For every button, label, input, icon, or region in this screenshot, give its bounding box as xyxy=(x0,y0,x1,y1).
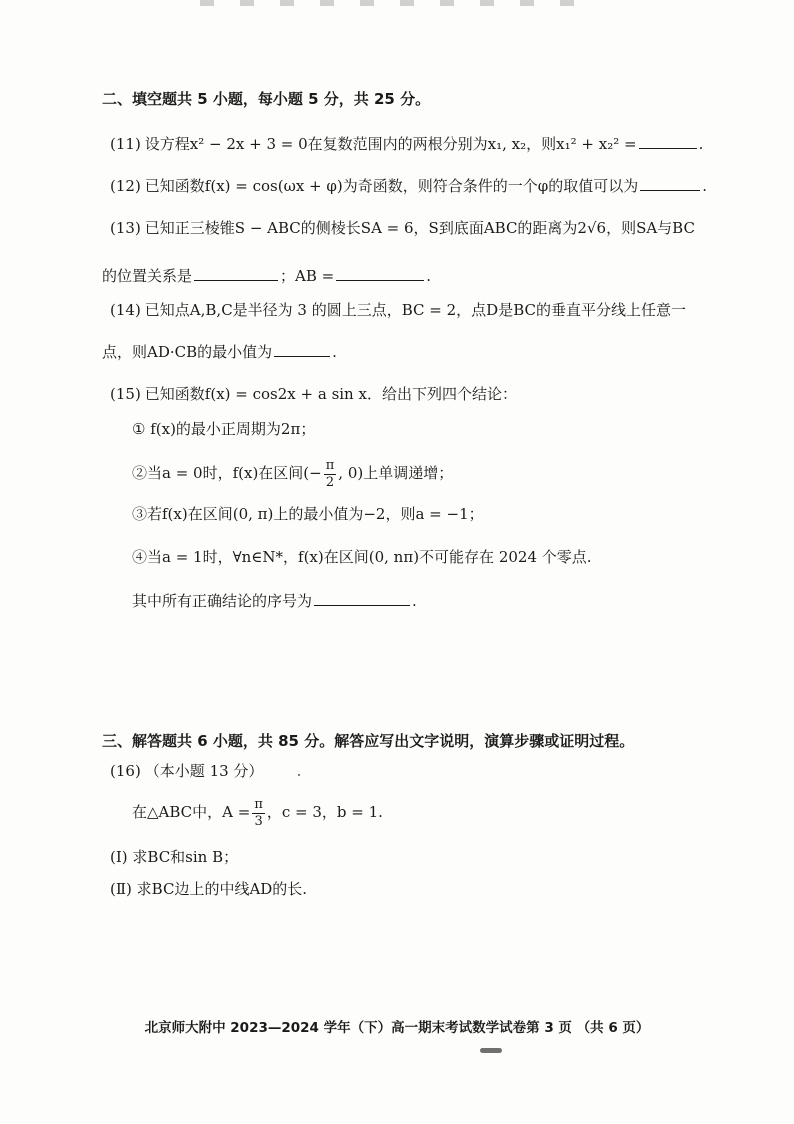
fraction-pi-over-3 xyxy=(252,797,265,830)
question-14-line-2 xyxy=(102,341,337,363)
question-16-points: （本小题 13 分） xyxy=(144,762,264,780)
question-15-conclusion-3: ③若f(x)在区间(0, π)上的最小值为−2，则a = −1； xyxy=(132,505,484,523)
answer-blank-13b xyxy=(336,266,424,281)
question-16-condition xyxy=(132,792,383,832)
conclusion-2-prefix: ②当a = 0时，f(x)在区间(− xyxy=(132,464,322,482)
question-15-conclusion-1: ① f(x)的最小正周期为2π； xyxy=(132,420,316,438)
answer-blank-11 xyxy=(639,134,697,149)
question-16-part-1: (Ⅰ) 求BC和sin B； xyxy=(110,848,239,866)
question-11-end: . xyxy=(698,135,704,153)
fraction-numerator: π xyxy=(325,457,335,473)
question-16-part-2: (Ⅱ) 求BC边上的中线AD的长. xyxy=(110,880,308,898)
question-14-number: (14) xyxy=(110,301,141,319)
question-11 xyxy=(110,133,703,155)
question-13-text-1: 已知正三棱锥S − ABC的侧棱长SA = 6，S到底面ABC的距离为2√6，则SA与BC xyxy=(144,219,695,237)
question-12 xyxy=(110,175,707,197)
condition-prefix: 在△ABC中，A = xyxy=(132,803,251,821)
question-15-text: 已知函数f(x) = cos2x + a sin x．给出下列四个结论： xyxy=(144,385,517,403)
question-12-end: . xyxy=(702,177,708,195)
question-16-number: (16) xyxy=(110,762,141,780)
question-13-text-2a: 的位置关系是 xyxy=(102,267,193,285)
question-14-text-2: 点，则AD·CB的最小值为 xyxy=(102,343,273,361)
section-2-heading: 二、填空题共 5 小题，每小题 5 分，共 25 分。 xyxy=(102,90,431,108)
question-15-end: . xyxy=(412,592,417,610)
section-3-heading: 三、解答题共 6 小题，共 85 分。解答应写出文字说明，演算步骤或证明过程。 xyxy=(102,732,635,750)
answer-blank-14 xyxy=(274,342,330,357)
scan-artifact-top xyxy=(200,0,600,6)
conclusion-2-suffix: , 0)上单调递增； xyxy=(338,464,454,482)
answer-blank-12 xyxy=(640,176,700,191)
question-14-text-1: 已知点A,B,C是半径为 3 的圆上三点，BC = 2，点D是BC的垂直平分线上任意一 xyxy=(144,301,686,319)
question-15-conclusion-4: ④当a = 1时，∀n∈N*，f(x)在区间(0, nπ)不可能存在 2024 个零点. xyxy=(132,548,592,566)
fraction-numerator: π xyxy=(254,796,263,812)
question-11-number: (11) xyxy=(110,135,141,153)
question-15-ask-text: 其中所有正确结论的序号为 xyxy=(132,592,313,610)
question-13-number: (13) xyxy=(110,219,141,237)
question-14-end: . xyxy=(332,343,337,361)
question-15-ask xyxy=(132,590,417,612)
page-footer: 北京师大附中 2023—2024 学年（下）高一期末考试数学试卷第 3 页 （共 6 页） xyxy=(144,1020,650,1036)
question-12-text: 已知函数f(x) = cos(ωx + φ)为奇函数，则符合条件的一个φ的取值可以为 xyxy=(144,177,639,195)
question-13-text-2b: ；AB = xyxy=(280,267,335,285)
question-13-line-1 xyxy=(110,217,695,239)
question-12-number: (12) xyxy=(110,177,141,195)
condition-suffix: ，c = 3，b = 1. xyxy=(266,803,383,821)
scan-dot xyxy=(298,774,300,776)
scan-smudge xyxy=(480,1048,502,1053)
question-15-conclusion-2 xyxy=(132,453,453,493)
question-13-line-2 xyxy=(102,265,431,287)
answer-blank-15 xyxy=(314,591,410,606)
answer-blank-13a xyxy=(194,266,278,281)
question-15-number: (15) xyxy=(110,385,141,403)
fraction-denominator: 3 xyxy=(254,813,263,829)
question-15 xyxy=(110,383,517,405)
question-14-line-1 xyxy=(110,299,686,321)
question-16-header xyxy=(110,760,263,782)
question-13-end: . xyxy=(426,267,431,285)
question-11-text: 设方程x² − 2x + 3 = 0在复数范围内的两根分别为x₁, x₂，则x₁² + x₂² = xyxy=(144,135,637,153)
fraction-pi-over-2 xyxy=(324,458,337,491)
fraction-denominator: 2 xyxy=(325,474,335,490)
